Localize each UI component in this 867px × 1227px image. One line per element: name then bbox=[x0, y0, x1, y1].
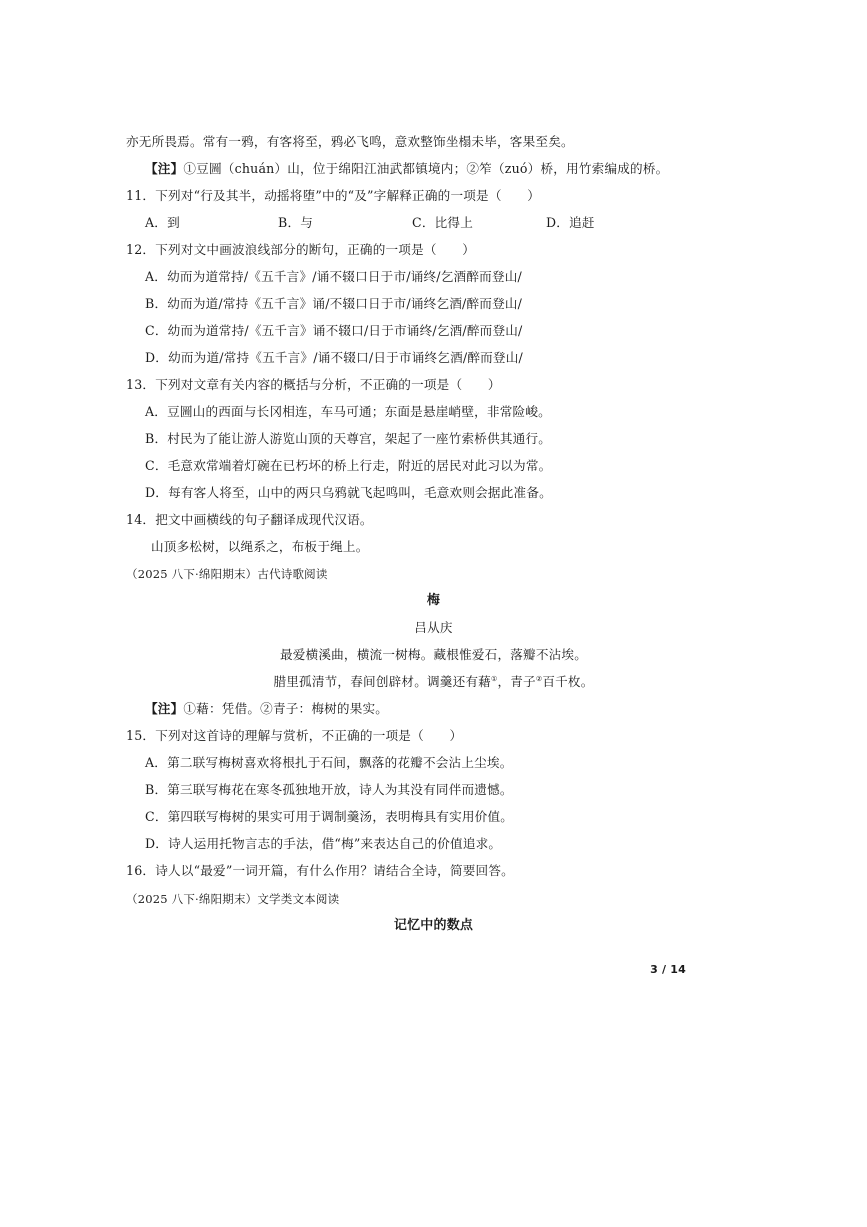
question-11-stem: 11．下列对“行及其半，动摇将堕”中的“及”字解释正确的一项是（ ） bbox=[126, 188, 540, 203]
note-label: 【注】 bbox=[145, 161, 184, 176]
poem-note-text: ①藉：凭借。②青子：梅树的果实。 bbox=[183, 701, 389, 716]
question-11-option-b: B．与 bbox=[278, 215, 314, 230]
question-16-stem: 16．诗人以“最爱”一词开篇，有什么作用？请结合全诗，简要回答。 bbox=[126, 863, 514, 878]
question-12-option-c: C．幼而为道常持/《五千言》诵不辍口/日于市诵终/乞酒/醉而登山/ bbox=[145, 323, 523, 338]
poem-note bbox=[145, 700, 388, 718]
article-title: 记忆中的数点 bbox=[393, 918, 474, 933]
page-number: 3 / 14 bbox=[650, 963, 686, 976]
question-13-option-b: B．村民为了能让游人游览山顶的天尊宫，架起了一座竹索桥供其通行。 bbox=[145, 431, 552, 446]
question-11-option-a: A．到 bbox=[145, 215, 180, 230]
question-13-stem: 13．下列对文章有关内容的概括与分析，不正确的一项是（ ） bbox=[126, 377, 501, 392]
passage-line: 亦无所畏焉。常有一鸦，有客将至，鸦必飞鸣，意欢整饰坐榻未毕，客果至矣。 bbox=[126, 134, 574, 149]
passage-note bbox=[145, 160, 668, 178]
poem-line-2-part-1: 腊里孤清节，春间创辟材。调羹还有藉 bbox=[273, 674, 491, 689]
poem-line-2-part-3: 百千枚。 bbox=[542, 674, 594, 689]
poem-line-2-part-2: ，青子 bbox=[497, 674, 536, 689]
footnote-marker-1: ① bbox=[490, 674, 498, 683]
poem-line-2 bbox=[0, 673, 867, 691]
question-11-option-d: D．追赶 bbox=[546, 215, 595, 230]
question-11-option-c: C．比得上 bbox=[412, 215, 474, 230]
poem-note-label: 【注】 bbox=[145, 701, 184, 716]
question-12-option-d: D．幼而为道/常持《五千言》/诵不辍口/日于市诵终乞酒/醉而登山/ bbox=[145, 350, 523, 365]
question-13-option-d: D．每有客人将至，山中的两只乌鸦就飞起鸣叫，毛意欢则会据此准备。 bbox=[145, 485, 552, 500]
note-text: ①豆圌（chuán）山，位于绵阳江油武都镇境内；②笮（zuó）桥，用竹索编成的桥。 bbox=[183, 161, 669, 176]
poem-title: 梅 bbox=[426, 593, 441, 608]
question-15-option-a: A．第二联写梅树喜欢将根扎于石间，飘落的花瓣不会沾上尘埃。 bbox=[145, 755, 513, 770]
section-source-label: （2025 八下·绵阳期末）古代诗歌阅读 bbox=[126, 567, 328, 581]
question-12-option-a: A．幼而为道常持/《五千言》/诵不辍口日于市/诵终/乞酒醉而登山/ bbox=[145, 269, 522, 284]
question-13-option-a: A．豆圌山的西面与长冈相连，车马可通；东面是悬崖峭壁，非常险峻。 bbox=[145, 404, 551, 419]
question-15-option-b: B．第三联写梅花在寒冬孤独地开放，诗人为其没有同伴而遗憾。 bbox=[145, 782, 513, 797]
question-12-stem: 12．下列对文中画波浪线部分的断句，正确的一项是（ ） bbox=[126, 242, 476, 257]
question-14-sentence: 山顶多松树，以绳系之，布板于绳上。 bbox=[151, 539, 369, 554]
question-15-option-c: C．第四联写梅树的果实可用于调制羹汤，表明梅具有实用价值。 bbox=[145, 809, 514, 824]
poem-line-1: 最爱横溪曲，横流一树梅。藏根惟爱石，落瓣不沾埃。 bbox=[279, 647, 588, 662]
question-14-stem: 14．把文中画横线的句子翻译成现代汉语。 bbox=[126, 512, 373, 527]
question-12-option-b: B．幼而为道/常持《五千言》诵/不辍口日于市/诵终乞酒/醉而登山/ bbox=[145, 296, 523, 311]
question-15-stem: 15．下列对这首诗的理解与赏析，不正确的一项是（ ） bbox=[126, 728, 463, 743]
footnote-marker-2: ② bbox=[535, 674, 543, 683]
question-13-option-c: C．毛意欢常端着灯碗在已朽坏的桥上行走，附近的居民对此习以为常。 bbox=[145, 458, 552, 473]
poem-author: 吕从庆 bbox=[414, 620, 453, 635]
question-15-option-d: D．诗人运用托物言志的手法，借“梅”来表达自己的价值追求。 bbox=[145, 836, 502, 851]
section-source-label-2: （2025 八下·绵阳期末）文学类文本阅读 bbox=[126, 892, 340, 906]
